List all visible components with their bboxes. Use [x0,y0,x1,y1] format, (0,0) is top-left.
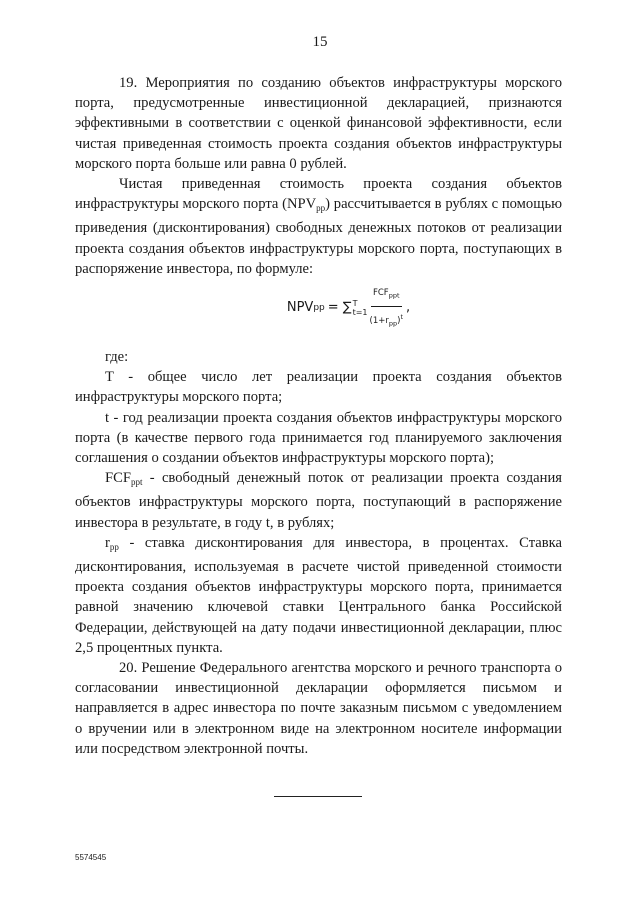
formula-fraction [370,283,404,334]
formula-sum-bottom: t=1 [352,308,368,318]
formula-numerator [371,283,402,307]
formula-lhs-sub: pp [313,302,325,313]
formula-denominator-sub: pp [388,319,398,328]
paragraph-npv-intro [75,174,562,279]
definition-r [75,533,562,658]
formula-tail: , [406,299,411,315]
document-id: 5574545 [75,853,107,862]
definition-T: T - общее число лет реализации проекта создания объектов инфраструктуры морского порта; [75,369,562,406]
formula-sum-range [353,299,368,317]
formula-numerator-main: FCF [372,287,389,298]
npv-formula [75,279,562,337]
formula-sum: = ∑ [327,299,352,315]
formula-numerator-sub: ppt [388,291,400,300]
document-body [75,73,562,759]
formula-lhs: NPV [286,299,314,315]
formula-denominator [370,307,404,334]
definition-fcf-symbol: FCF [105,470,131,487]
paragraph-19: 19. Мероприятия по созданию объектов инфраструктуры морского порта, предусмотренные инвестиционной декларацией, признаются эффективными в соответствии с оценкой финансовой эффективности, если чистая приведенная стоимость проекта создания объектов инфраструктуры морского порта больше или равна 0 рублей. [75,75,562,172]
end-divider [274,796,362,797]
definition-r-sub: pp [109,541,119,552]
formula-denominator-main: (1+r [369,315,389,326]
definition-fcf [75,468,562,533]
page-number: 15 [312,34,328,50]
npv-intro-before: Чистая приведенная стоимость проекта создания объектов инфраструктуры морского порта (NPV [75,176,562,213]
definition-t: t - год реализации проекта создания объектов инфраструктуры морского порта (в качестве первого года принимается год планируемого заключения соглашения о создании объектов инфраструктуры морского порта); [75,409,562,467]
paragraph-20: 20. Решение Федерального агентства морского и речного транспорта о согласовании инвестиционной декларации оформляется письмом и направляется в адрес инвестора по почте заказным письмом с уведомлением о вручении или в электронном виде на электронном носителе информации или посредством электронной почты. [75,660,562,757]
formula-denominator-end: ) [397,315,401,326]
definition-r-text: - ставка дисконтирования для инвестора, в процентах. Ставка дисконтирования, используемая в расчете чистой приведенной стоимости проекта создания объектов инфраструктуры морского порта, принимается равной значению ключевой ставки Центрального банка Российской Федерации, действующей на дату подачи инвестиционной декларации, плюс 2,5 процентных пункта. [75,534,562,656]
definition-fcf-text: - свободный денежный поток от реализации проекта создания объектов инфраструктуры морского порта, поступающий в распоряжение инвестора в результате, в году t, в рублях; [75,470,562,531]
where-label: где: [105,349,129,366]
definition-fcf-sub: ppt [130,477,143,488]
formula-sum-top: T [352,299,358,309]
formula-denominator-power: t [400,312,403,321]
npv-intro-after: ) рассчитывается в рублях с помощью приведения (дисконтирования) свободных денежных потоков от реализации проекта создания объектов инфраструктуры морского порта, поступающих в распоряжение инвестора, по формуле: [75,196,562,277]
definition-r-symbol: r [105,534,110,551]
npv-intro-sub: pp [316,203,326,214]
